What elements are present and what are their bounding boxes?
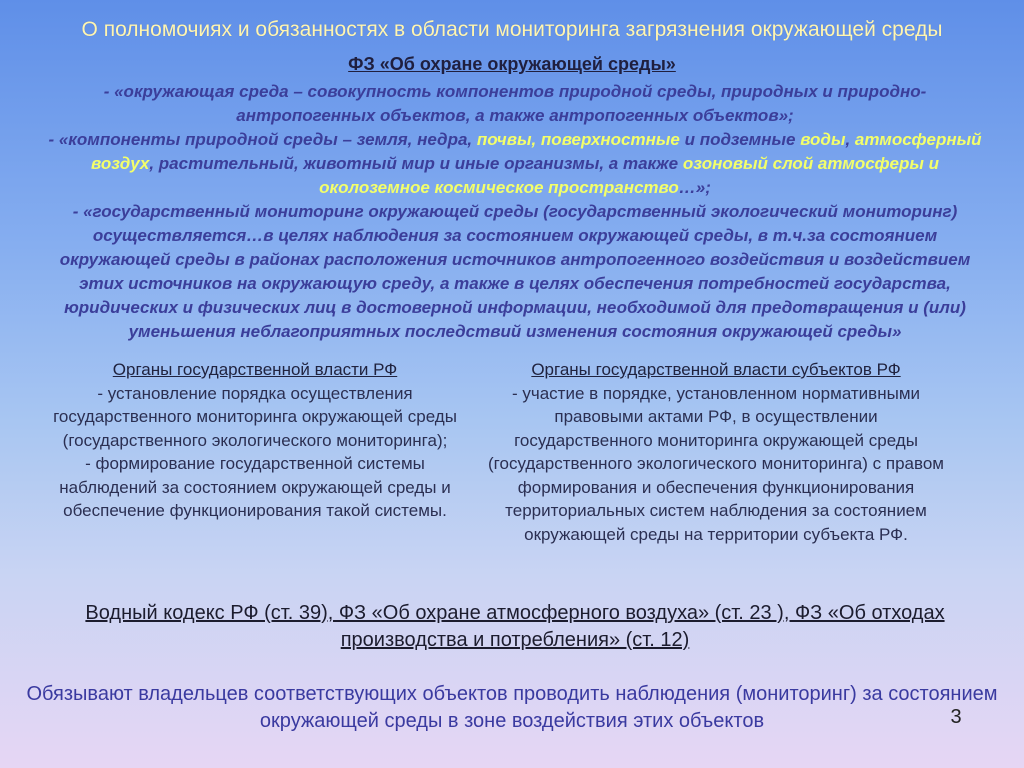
quote-text: - «компоненты природной среды – земля, недра, <box>48 130 477 149</box>
regional-authorities-column <box>486 358 946 546</box>
slide-title: О полномочиях и обязанностях в области мониторинга загрязнения окружающей среды <box>81 18 943 41</box>
quote-highlight: почвы, поверхностные <box>476 130 680 149</box>
federal-authorities-column <box>40 358 470 523</box>
quote-highlight: озоновый слой атмосферы и околоземное космическое пространство <box>319 154 939 197</box>
law-heading: ФЗ «Об охране окружающей среды» <box>348 54 676 74</box>
quote-text: , растительный, животный мир и иные организмы, а также <box>149 154 683 173</box>
law-quote <box>40 80 990 344</box>
quote-text: и подземные <box>679 130 801 149</box>
quote-paragraph-components <box>40 128 990 200</box>
federal-authorities-duty-2: - формирование государственной системы наблюдений за состоянием окружающей среды и обеспечение функционирования такой системы. <box>59 454 451 520</box>
regional-authorities-duty-1: - участие в порядке, установленном нормативными правовыми актами РФ, в осуществлении государственного мониторинга окружающей среды (государственного экологического мониторинга) с правом формирования и обеспечения функционирования территориальных систем наблюдения за состоянием окружающей среды на территории субъекта РФ. <box>488 383 944 544</box>
quote-paragraph-environment: - «окружающая среда – совокупность компонентов природной среды, природных и природно-антропогенных объектов, а также антропогенных объектов»; <box>103 82 927 125</box>
regional-authorities-heading: Органы государственной власти субъектов РФ <box>531 360 901 379</box>
quote-paragraph-monitoring: - «государственный мониторинг окружающей среды (государственный экологический мониторинг) осуществляется…в целях наблюдения за состоянием окружающей среды, в т.ч.за состоянием окружающей среды в районах расположения источников антропогенного воздействия и воздействием этих источников на окружающую среду, а также в целях обеспечения потребностей государства, юридических и физических лиц в достоверной информации, необходимой для предотвращения и (или) уменьшения неблагоприятных последствий изменения состояния окружающей среды» <box>59 202 971 341</box>
quote-text: …»; <box>678 178 711 197</box>
federal-authorities-heading: Органы государственной власти РФ <box>112 360 398 379</box>
quote-highlight: воды <box>800 130 846 149</box>
related-laws: Водный кодекс РФ (ст. 39), ФЗ «Об охране атмосферного воздуха» (ст. 23 ), ФЗ «Об отходах производства и потребления» (ст. 12) <box>85 602 945 651</box>
quote-highlight: атмосферный воздух <box>91 130 982 173</box>
federal-authorities-duty-1: - установление порядка осуществления государственного мониторинга окружающей среды (государственного экологического мониторинга); <box>53 383 457 450</box>
page-number: 3 <box>950 706 962 728</box>
owners-obligation: Обязывают владельцев соответствующих объектов проводить наблюдения (мониторинг) за состоянием окружающей среды в зоне воздействия этих объектов <box>26 683 998 732</box>
quote-text: , <box>845 130 855 149</box>
